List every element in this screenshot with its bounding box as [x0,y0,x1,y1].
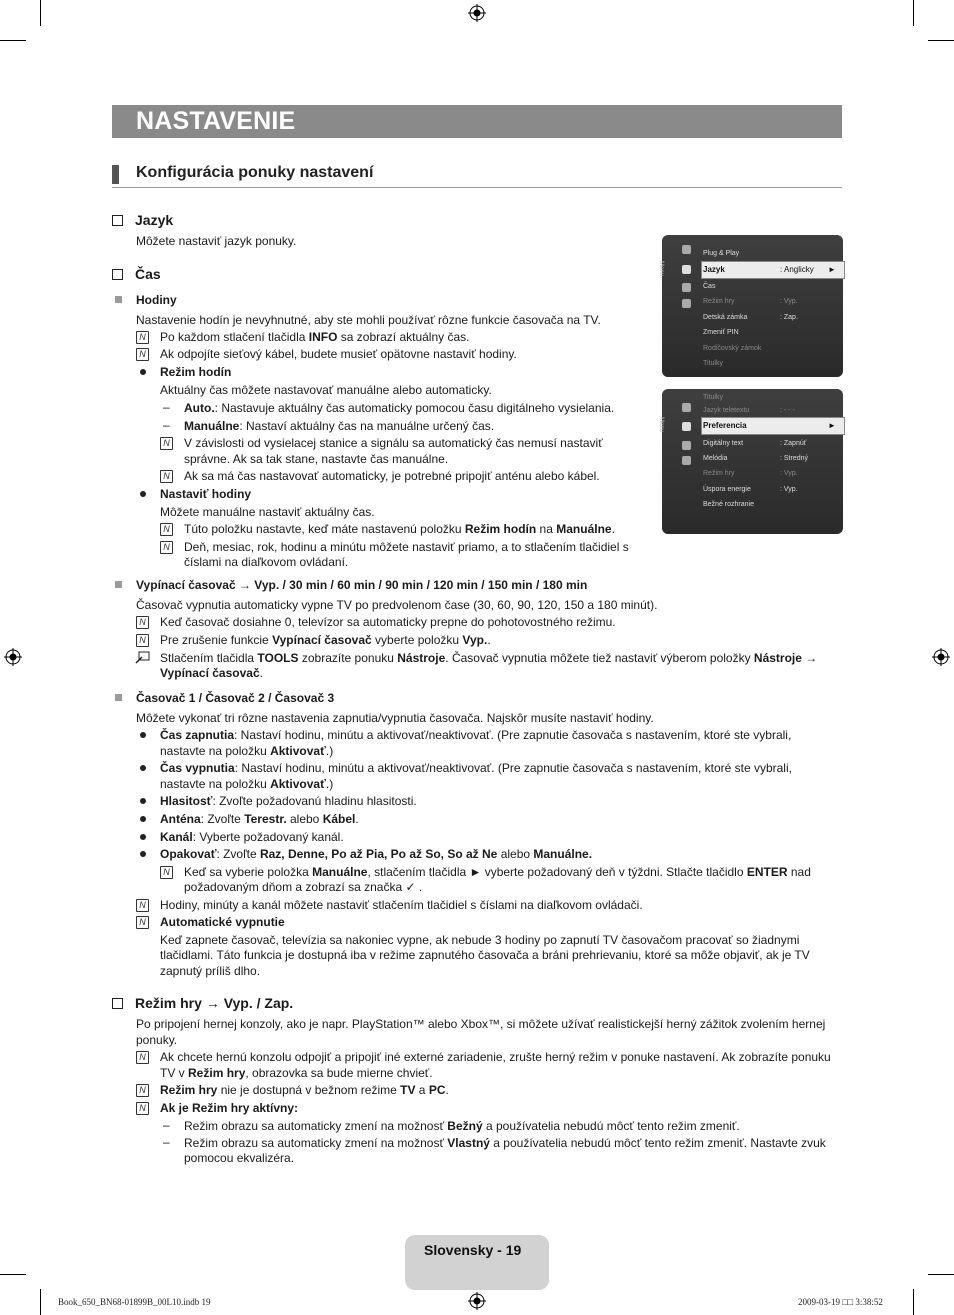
casovac-item: Čas zapnutia: Nastaví hodinu, minútu a aktivovať/neaktivovať. (Pre zapnutie časovača s nastavením, ktoré ste vybrali, [160,728,792,742]
hodiny-heading: Hodiny [136,293,177,307]
bullet-icon [140,851,146,857]
vypinaci-tools-note: Stlačením tlačidla TOOLS zobrazíte ponuku Nástroje. Časovač vypnutia môžete tiež nastaviť výberom položky Nástroje → [160,651,818,665]
casovac-item: Hlasitosť: Zvoľte požadovanú hladinu hlasitosti. [160,794,417,808]
menu-item: Úspora energie [703,486,751,493]
square-bullet-icon [115,296,122,303]
vypinaci-heading: Vypínací časovač → Vyp. / 30 min / 60 min / 90 min / 120 min / 150 min / 180 min [136,578,588,592]
menu-item-value: : Vyp. [780,486,798,493]
menu-item: Melódia [703,455,728,462]
hodiny-note: V závislosti od vysielacej stanice a signálu sa automatický čas nemusí nastaviť [184,436,603,450]
dash-icon: – [163,400,170,414]
rezim-hry-text: Po pripojení hernej konzoly, ako je napr. PlayStation™ alebo Xbox™, si môžete užívať realistickejší herný zážitok zvolením hernej [136,1017,826,1031]
crop-mark [928,1274,954,1275]
manual-option: Manuálne: Nastaví aktuálny čas na manuálne určený čas. [184,419,495,433]
print-date-info: 2009-03-19 □□ 3:38:52 [798,1297,883,1307]
auto-option: Auto.: Nastavuje aktuálny čas automaticky pomocou času digitálneho vysielania. [184,401,615,415]
casovac-note: požadovaným dňom a zobrazí sa značka ✓ . [184,880,423,894]
hodiny-note: Deň, mesiac, rok, hodinu a minútu môžete nastaviť priamo, a to stlačením tlačidiel s [184,540,629,554]
registration-mark-icon [932,648,950,666]
menu-item: Režim hry [703,298,735,305]
menu-item-value: : - - - [780,407,795,414]
bullet-icon [140,816,146,822]
note-icon: N [160,470,173,483]
casovac-item: nastavte na položku Aktivovať.) [160,777,334,791]
section-heading [112,163,842,188]
vypinaci-note: Pre zrušenie funkcie Vypínací časovač vyberte položku Vyp.. [160,633,491,647]
input-icon [682,283,691,292]
crop-mark [0,40,26,41]
rezim-hry-note: Ak chcete hernú konzolu odpojiť a pripojiť iné externé zariadenie, zrušte herný režim v ponuke nastavení. Ak zobrazíte ponuku [160,1050,831,1064]
crop-mark [0,1274,26,1275]
menu-side-label: Menu [658,261,664,277]
vypinaci-note: Keď časovač dosiahne 0, televízor sa automaticky prepne do pohotovostného režimu. [160,615,616,629]
rezim-hry-heading: Režim hry → Vyp. / Zap. [112,995,293,1011]
page-number: Slovensky - 19 [424,1242,522,1258]
checkbox-icon [112,269,123,280]
dash-icon: – [163,1118,170,1132]
application-icon [682,456,691,465]
note-icon: N [136,348,149,361]
note-icon: N [136,1084,149,1097]
registration-mark-icon [468,4,486,22]
hodiny-note: Po každom stlačení tlačidla INFO sa zobrazí aktuálny čas. [160,330,470,344]
page-title-bar [112,105,842,138]
menu-item-value: : Stredný [780,455,809,462]
vypinaci-tools-note: Vypínací časovač. [160,666,263,680]
rezim-hry-dash-item: Režim obrazu sa automaticky zmení na možnosť Vlastný a používatelia nebudú môcť tento režim zmeniť. Nastavte zvuk [184,1136,826,1150]
menu-item: Rodičovský zámok [703,345,762,352]
jazyk-text: Môžete nastaviť jazyk ponuky. [136,234,297,248]
bullet-icon [140,732,146,738]
note-icon: N [160,541,173,554]
input-icon [682,441,691,450]
rezim-hodin-heading: Režim hodín [160,365,232,379]
menu-item-value: : Zapnúť [780,440,807,447]
note-icon: N [136,899,149,912]
casovac-item: Opakovať: Zvoľte Raz, Denne, Po až Pia, Po až So, So až Ne alebo Manuálne. [160,847,593,861]
crop-mark [913,1289,914,1315]
section-title: Konfigurácia ponuky nastavení [136,164,374,181]
hodiny-note: Ak sa má čas nastavovať automaticky, je potrebné pripojiť anténu alebo kábel. [184,469,600,483]
note-icon: N [160,437,173,450]
note-icon: N [136,916,149,929]
rezim-hry-dash-item: Režim obrazu sa automaticky zmení na možnosť Bežný a používatelia nebudú môcť tento režim zmeniť. [184,1119,740,1133]
rezim-hry-dash-item: pomocou ekvalizéra. [184,1151,295,1165]
crop-mark [913,0,914,26]
rezim-hry-note: Režim hry nie je dostupná v bežnom režime TV a PC. [160,1083,449,1097]
crop-mark [40,1289,41,1315]
crop-mark [928,40,954,41]
square-bullet-icon [115,694,122,701]
menu-item-value: : Zap. [780,314,798,321]
rezim-hodin-text: Aktuálny čas môžete nastavovať manuálne alebo automaticky. [160,383,492,397]
menu-item: Detská zámka [703,314,748,321]
casovac-note: Hodiny, minúty a kanál môžete nastaviť stlačením tlačidiel s číslami na diaľkovom ovládači. [160,898,643,912]
hodiny-note: Túto položku nastavte, keď máte nastavenú položku Režim hodín na Manuálne. [184,522,615,536]
bullet-icon [140,369,146,375]
note-icon: N [160,866,173,879]
casovac-item: Kanál: Vyberte požadovaný kanál. [160,830,344,844]
nastavit-hodiny-text: Môžete manuálne nastaviť aktuálny čas. [160,505,375,519]
hodiny-note: správne. Ak sa tak stane, nastavte čas manuálne. [184,452,449,466]
menu-side-label: Menu [658,417,664,433]
rezim-hry-text: ponuky. [136,1033,178,1047]
menu-item-value: : Vyp. [780,470,798,477]
menu-item: Titulky [703,394,723,401]
bullet-icon [140,834,146,840]
jazyk-heading: Jazyk [112,212,173,228]
hodiny-note: Ak odpojíte sieťový kábel, budete musieť opätovne nastaviť hodiny. [160,347,517,361]
bullet-icon [140,798,146,804]
cas-heading: Čas [112,266,161,282]
menu-item: Digitálny text [703,440,744,447]
hodiny-text: Nastavenie hodín je nevyhnutné, aby ste mohli používať rôzne funkcie časovača na TV. [136,313,601,327]
auto-vypnutie-heading: Automatické vypnutie [160,915,285,929]
bullet-icon [140,765,146,771]
setup-gear-icon [682,265,691,274]
rezim-hry-note: Ak je Režim hry aktívny: [160,1101,299,1115]
registration-mark-icon [468,1292,486,1310]
menu-item-highlighted: Jazyk : Anglicky ► [701,261,845,279]
crop-mark [40,0,41,26]
checkbox-icon [112,215,123,226]
hodiny-note: číslami na diaľkovom ovládaní. [184,555,349,569]
auto-vypnutie-text: zapnutý príliš dlho. [160,964,261,978]
note-icon: N [136,634,149,647]
casovac-text: Môžete vykonať tri rôzne nastavenia zapnutia/vypnutia časovača. Najskôr musíte nastaviť hodiny. [136,711,654,725]
note-icon: N [160,523,173,536]
casovac-item: nastavte na položku Aktivovať.) [160,744,334,758]
page-title: NASTAVENIE [136,107,296,135]
picture-icon [682,403,691,412]
menu-item: Režim hry [703,470,735,477]
note-icon: N [136,331,149,344]
menu-item: Zmeniť PIN [703,329,739,336]
auto-vypnutie-text: Keď zapnete časovač, televízia sa nakoniec vypne, ak nebude 3 hodiny po zapnutí TV časovačom pracovať so žiadnymi [160,933,800,947]
dash-icon: – [163,1135,170,1149]
note-icon: N [136,1102,149,1115]
checkbox-icon [112,998,123,1009]
casovac-item: Čas vypnutia: Nastaví hodinu, minútu a aktivovať/neaktivovať. (Pre zapnutie časovača s nastavením, ktoré ste vybrali, [160,761,792,775]
casovac-item: Anténa: Zvoľte Terestr. alebo Kábel. [160,812,359,826]
menu-item-highlighted: Preferencia ► [701,417,845,435]
auto-vypnutie-text: tlačidlami. Táto funkcia je dostupná iba v režime zapnutého časovača a bráni prehrievaniu, ktoré sa môže objaviť, ak je TV [160,948,810,962]
vypinaci-text: Časovač vypnutia automaticky vypne TV po predvolenom čase (30, 60, 90, 120, 150 a 180 minút). [136,598,658,612]
print-file-info: Book_650_BN68-01899B_00L10.indb 19 [58,1297,211,1307]
note-icon: N [136,1051,149,1064]
menu-item: Bežné rozhranie [703,501,754,508]
page-number-tab [405,1235,549,1290]
menu-item-value: : Vyp. [780,298,798,305]
registration-mark-icon [4,648,22,666]
section-marker [112,165,119,184]
casovac-note: Keď sa vyberie položka Manuálne, stlačením tlačidla ► vyberte požadovaný deň v týždni. Stlačte tlačidlo ENTER nad [184,865,811,879]
square-bullet-icon [115,581,122,588]
rezim-hry-note: TV v Režim hry, obrazovka sa bude mierne chvieť. [160,1066,433,1080]
bullet-icon [140,491,146,497]
casovac-heading: Časovač 1 / Časovač 2 / Časovač 3 [136,691,335,705]
tools-icon [136,651,150,664]
menu-item: Plug & Play [703,250,740,257]
picture-icon [682,245,691,254]
nastavit-hodiny-heading: Nastaviť hodiny [160,487,252,501]
tv-menu-screenshot [658,389,843,534]
dash-icon: – [163,418,170,432]
menu-item: Titulky [703,360,723,367]
menu-item: Jazyk teletextu [703,407,750,414]
application-icon [682,299,691,308]
menu-item: Čas [703,283,716,290]
tv-menu-screenshot [658,235,843,377]
note-icon: N [136,616,149,629]
setup-gear-icon [682,422,691,431]
